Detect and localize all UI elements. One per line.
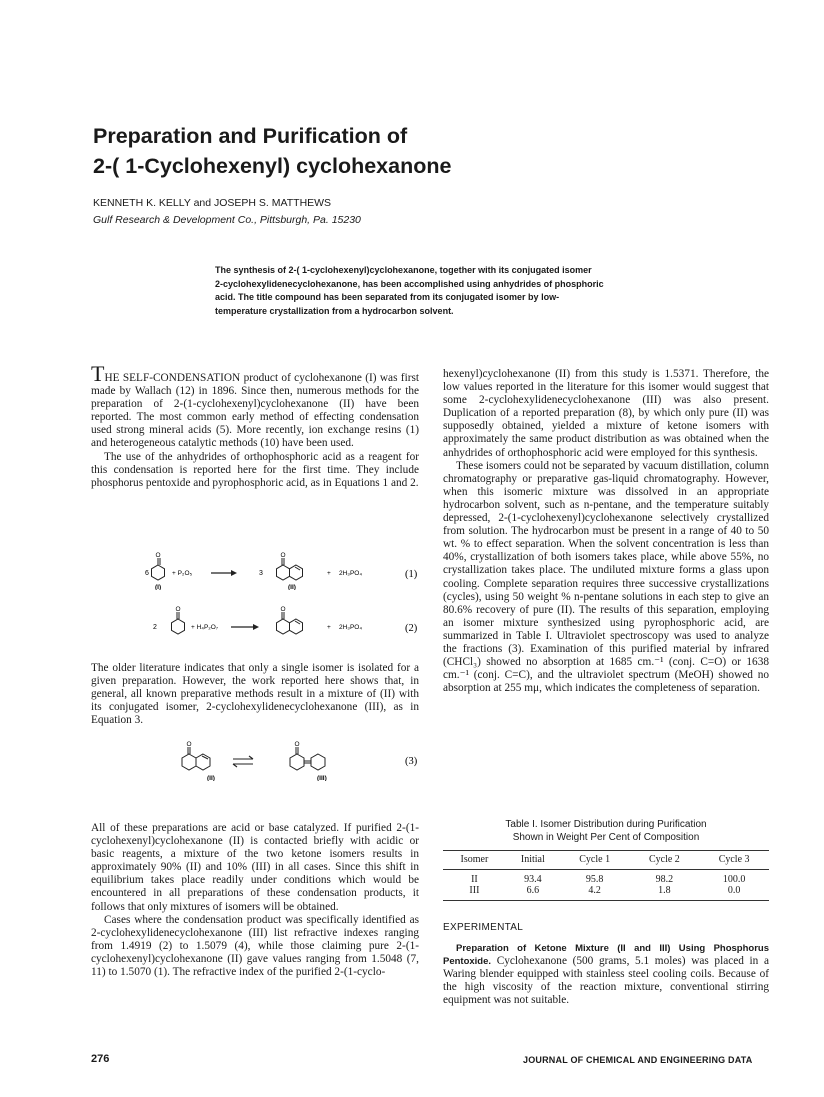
coefficient: 2 — [153, 624, 157, 631]
column-header: Initial — [506, 851, 560, 870]
ring-a — [182, 754, 196, 770]
table-cell: 93.4 — [524, 874, 542, 885]
arrow-head — [231, 570, 237, 576]
product: 2H₃PO₄ — [339, 624, 363, 631]
equation-number: (1) — [405, 569, 418, 580]
abstract-line: 2-cyclohexylidenecyclohexanone, has been accomplished using anhydrides of phosphoric — [215, 278, 604, 289]
coefficient: 3 — [259, 570, 263, 577]
table-cell: III — [443, 885, 506, 901]
subheading: Preparation of Ketone Mixture (II and III) Using Phosphorus Pentoxide. — [443, 943, 769, 968]
ring-d — [311, 754, 325, 770]
abstract-line: temperature crystallization from a hydrocarbon solvent. — [215, 305, 454, 316]
table-row — [443, 885, 769, 901]
oxygen-label: O — [175, 606, 181, 613]
abstract — [215, 264, 660, 318]
paragraph: hexenyl)cyclohexanone (II) from this study is 1.5371. Therefore, the low values reported in the literature for this isomer would suggest that some 2-cyclohexylidenecyclohexanone (III) was also present. Duplication of a reported preparation (8), by which only pure (II) was supposedly obtained, yielded a mixture of ketone isomers with approximately the same product distribution as was obtained when the anhydrides of orthophosphoric acid were employed for this synthesis. — [443, 368, 769, 459]
paragraph: The use of the anhydrides of orthophosphoric acid as a reagent for this condensation is reported here for the first time. They include phosphorus pentoxide and pyrophosphoric acid, as in Equations 1 and 2. — [91, 450, 419, 489]
equilibrium-arrows — [233, 756, 253, 767]
cyclohexanone-ring — [172, 619, 185, 634]
drop-cap: T — [91, 361, 105, 386]
equation-2 — [91, 602, 425, 642]
product: 2H₃PO₄ — [339, 570, 363, 577]
page-number: 276 — [91, 1053, 110, 1065]
table-cell: 1.8 — [630, 885, 700, 901]
column-header: Isomer — [443, 851, 506, 870]
ring-a — [277, 565, 290, 580]
affiliation: Gulf Research & Development Co., Pittsburgh, Pa. 15230 — [93, 214, 361, 226]
table-cell: 95.8 — [585, 874, 604, 885]
isomer-table — [443, 850, 769, 901]
paragraph: The older literature indicates that only a single isomer is isolated for a given preparation. However, the work reported here shows that, in general, all known preparative methods result in a mixture of (II) with its conjugated isomer, 2-cyclohexylidenecyclohexanone (III), as in Equation 3. — [91, 662, 419, 727]
section-heading: EXPERIMENTAL — [443, 922, 524, 933]
plus-sign: + — [327, 570, 331, 577]
paragraph: Cases where the condensation product was specifically identified as 2-cyclohexylidenecyclohexanone (III) list refractive indexes ranging from 1.4919 (2) to 1.5079 (4), while those claiming pure 2-(1-cyclohexenyl)cyclohexanone (II) gave values ranging from 1.5048 (7, 11) to 1.5070 (1). The refractive index of the purified 2-(1-cyclo- — [91, 913, 419, 979]
table-row — [443, 870, 769, 886]
equation-number: (2) — [405, 623, 418, 634]
oxygen-label: O — [155, 552, 161, 559]
column-1-top — [91, 361, 420, 490]
ring-a — [277, 619, 290, 634]
column-header: Cycle 1 — [560, 851, 630, 870]
coefficient: 6 — [145, 570, 149, 577]
equation-1 — [91, 548, 425, 590]
column-2-top — [443, 368, 769, 695]
abstract-line: The synthesis of 2-( 1-cyclohexenyl)cyclohexanone, together with its conjugated isomer — [215, 265, 592, 275]
table-cell: 100.0 — [722, 874, 746, 885]
compound-label: (III) — [317, 775, 327, 781]
cyclohexanone-ring — [152, 565, 165, 580]
title-line-2: 2-( 1-Cyclohexenyl) cyclohexanone — [93, 154, 452, 178]
equation-3 — [91, 737, 425, 781]
arrow-head — [253, 624, 259, 630]
caption-line-2: Shown in Weight Per Cent of Composition — [512, 832, 700, 843]
authors: KENNETH K. KELLY and JOSEPH S. MATTHEWS — [93, 197, 332, 209]
caption-line-1: Table I. Isomer Distribution during Purification — [505, 819, 707, 830]
intro-small-caps: HE SELF-CONDENSATION — [104, 372, 241, 384]
table-cell: 4.2 — [560, 885, 630, 901]
intro-paragraph — [91, 361, 420, 451]
intro-text: product of cyclohexanone (I) was first made by Wallach (12) in 1896. Since then, numerous methods for the preparation of 2-(1-cyclohexenyl)cyclohexanone (II) have been reported. The most common early method of effecting condensation used strong mineral acids (5). More recently, ion exchange resins (1) and heterogeneous catalytic methods (10) have been used. — [91, 372, 420, 450]
compound-label: (I) — [155, 584, 162, 590]
column-header: Cycle 3 — [699, 851, 769, 870]
column-1-middle — [91, 662, 419, 727]
paragraph — [443, 942, 769, 1007]
byline — [93, 195, 361, 229]
table-cell: 98.2 — [655, 874, 674, 885]
plus-sign: + — [327, 624, 331, 631]
table-header-row — [443, 851, 769, 870]
equation-number: (3) — [405, 756, 418, 767]
experimental-section — [443, 942, 769, 1007]
oxygen-label: O — [280, 552, 286, 559]
oxygen-label: O — [186, 741, 192, 748]
ring-c — [290, 754, 304, 770]
column-1-bottom — [91, 822, 419, 979]
table-cell: 6.6 — [506, 885, 560, 901]
reagent: + P₂O₅ — [172, 570, 193, 577]
experimental-text: Cyclohexanone (500 grams, 5.1 moles) was placed in a Waring blender equipped with stainless steel cooling coils. Because of the high viscosity of the reaction mixture, conventional stirring equipment was not suitable. — [443, 955, 769, 1007]
article-title — [93, 121, 613, 181]
compound-label: (II) — [288, 584, 296, 590]
table-cell: 0.0 — [699, 885, 769, 901]
paragraph: All of these preparations are acid or base catalyzed. If purified 2-(1-cyclohexenyl)cyclohexanone (II) is contacted briefly with acidic or basic reagents, a mixture of the two ketone isomers results in approximately 90% (II) and 10% (III) in all cases. Since this shift in equilibrium takes place readily under conditions which would be encountered in all preparations of these condensation products, it follows that only mixtures of isomers will be obtained. — [91, 822, 419, 913]
title-line-1: Preparation and Purification of — [93, 124, 408, 148]
paragraph: These isomers could not be separated by vacuum distillation, column chromatography or preparative gas-liquid chromatography. However, when this isomeric mixture was dissolved in an appropriate hydrocarbon solvent, such as n-pentane, and the temperature suitably depressed, 2-(1-cyclohexenyl)cyclohexanone selectively crystallized from solution. The hydrocarbon must be present in a range of 40 to 50 wt. % to effect separation. When the solvent concentration is less than 40%, crystallization of both isomers takes place, while above 55%, no crystallization takes place. The undiluted mixture forms a glass upon cooling. Complete separation requires three successive crystallizations (cycles), using 50 weight % n-pentane solutions in each step to give an 80.6% recovery of pure (II). The results of this separation, employing an isomer mixture synthesized using pyrophosphoric acid, are summarized in Table I. Ultraviolet spectroscopy was used to analyze the fractions (3). Examination of this purified material by infrared (CHCl₃) showed no absorption at 1685 cm.⁻¹ (conj. C=O) or 1638 cm.⁻¹ (conj. C=C), and the ultraviolet spectrum (MeOH) showed no absorption at 255 mμ, which indicates the completeness of separation. — [443, 459, 769, 695]
journal-name: JOURNAL OF CHEMICAL AND ENGINEERING DATA — [523, 1055, 753, 1065]
abstract-line: acid. The title compound has been separated from its conjugated isomer by low- — [215, 292, 560, 302]
table-cell: II — [471, 874, 478, 885]
oxygen-label: O — [294, 741, 300, 748]
reagent: + H₄P₂O₇ — [191, 624, 219, 631]
table-caption — [443, 818, 769, 844]
compound-label: (II) — [207, 775, 215, 781]
oxygen-label: O — [280, 606, 286, 613]
column-header: Cycle 2 — [630, 851, 700, 870]
